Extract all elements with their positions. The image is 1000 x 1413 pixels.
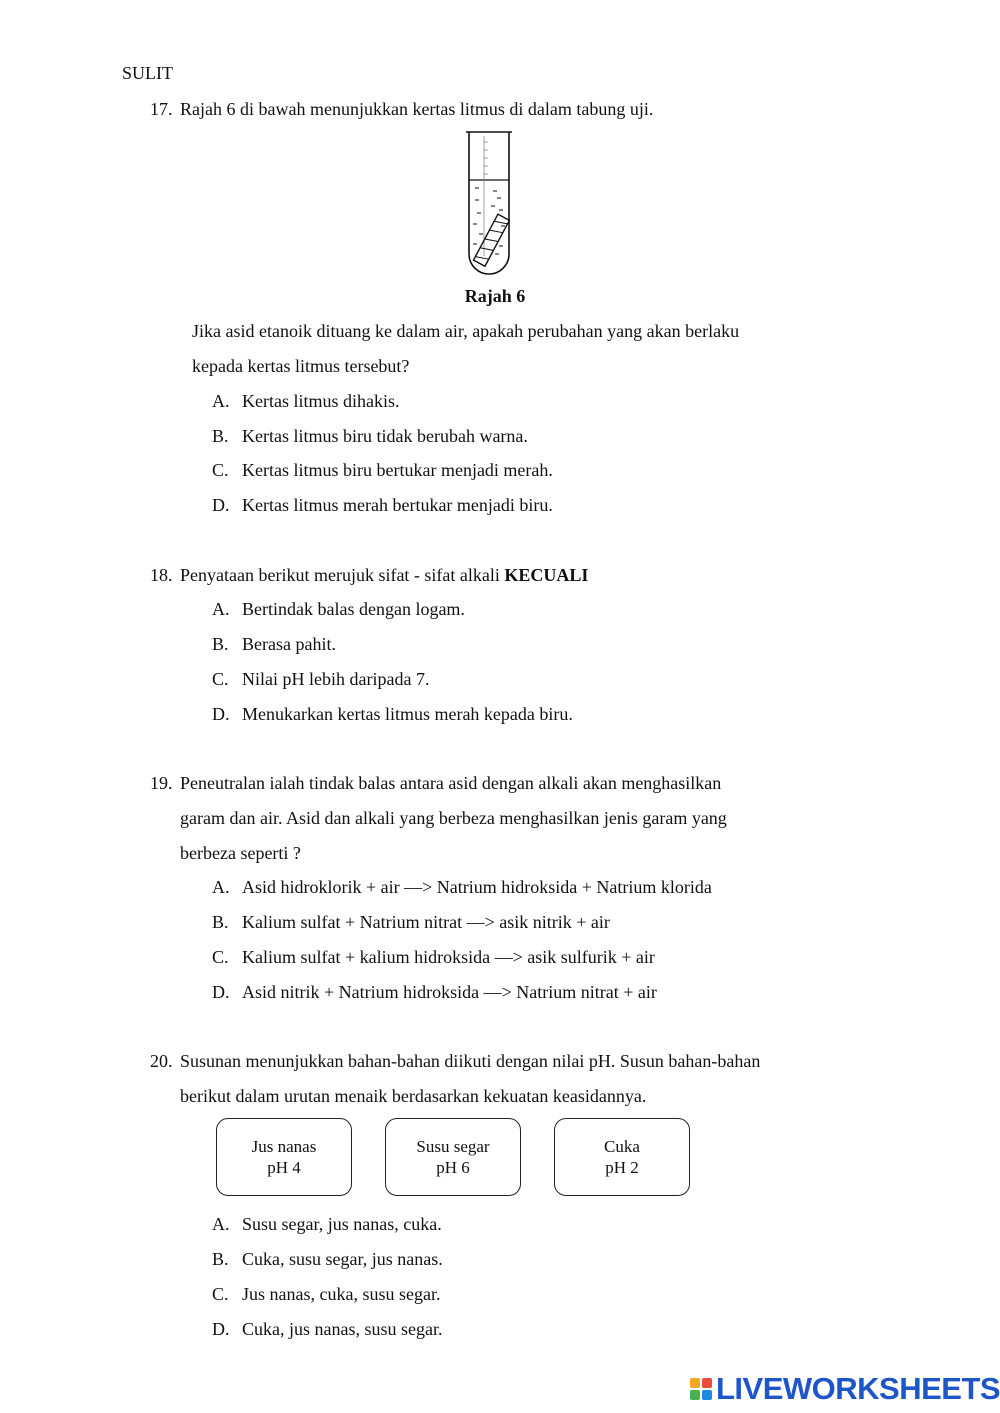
question-18-number: 18. xyxy=(150,565,173,585)
question-19-stem-line3: berbeza seperti ? xyxy=(180,843,301,863)
logo-square xyxy=(690,1390,700,1400)
logo-square xyxy=(690,1378,700,1388)
question-19-stem-line2: garam dan air. Asid dan alkali yang berbeza menghasilkan jenis garam yang xyxy=(180,808,727,828)
question-17-number: 17. xyxy=(150,99,173,119)
logo-text: LIVEWORKSHEETS xyxy=(716,1371,1000,1406)
question-18-stem-emphasis: KECUALI xyxy=(504,565,589,585)
classification-label: SULIT xyxy=(122,63,173,83)
substance-ph: pH 6 xyxy=(436,1158,470,1177)
question-18-stem xyxy=(180,564,588,586)
logo-square xyxy=(702,1390,712,1400)
substance-name: Jus nanas xyxy=(251,1137,317,1156)
substance-name: Cuka xyxy=(604,1137,640,1156)
liveworksheets-logo[interactable] xyxy=(690,1372,1000,1406)
logo-grid-icon xyxy=(690,1378,712,1400)
test-tube-litmus-figure xyxy=(455,128,525,278)
question-18-stem-text: Penyataan berikut merujuk sifat - sifat alkali xyxy=(180,565,505,585)
question-20-stem-line1: Susunan menunjukkan bahan-bahan diikuti dengan nilai pH. Susun bahan-bahan xyxy=(180,1051,761,1071)
question-17-text-line2: kepada kertas litmus tersebut? xyxy=(192,356,410,376)
substance-box-susu-segar xyxy=(385,1118,521,1196)
substance-box-jus-nanas xyxy=(216,1118,352,1196)
question-17-stem: Rajah 6 di bawah menunjukkan kertas litmus di dalam tabung uji. xyxy=(180,99,654,119)
question-20-number: 20. xyxy=(150,1051,173,1071)
question-19-stem-line1: Peneutralan ialah tindak balas antara asid dengan alkali akan menghasilkan xyxy=(180,773,722,793)
substance-name: Susu segar xyxy=(416,1137,490,1156)
substance-box-cuka xyxy=(554,1118,690,1196)
question-20-stem-line2: berikut dalam urutan menaik berdasarkan kekuatan keasidannya. xyxy=(180,1086,647,1106)
substance-ph: pH 2 xyxy=(605,1158,639,1177)
figure-caption: Rajah 6 xyxy=(464,286,526,306)
question-19-number: 19. xyxy=(150,773,173,793)
substance-ph: pH 4 xyxy=(267,1158,301,1177)
logo-square xyxy=(702,1378,712,1388)
question-17-text-line1: Jika asid etanoik dituang ke dalam air, apakah perubahan yang akan berlaku xyxy=(192,321,740,341)
